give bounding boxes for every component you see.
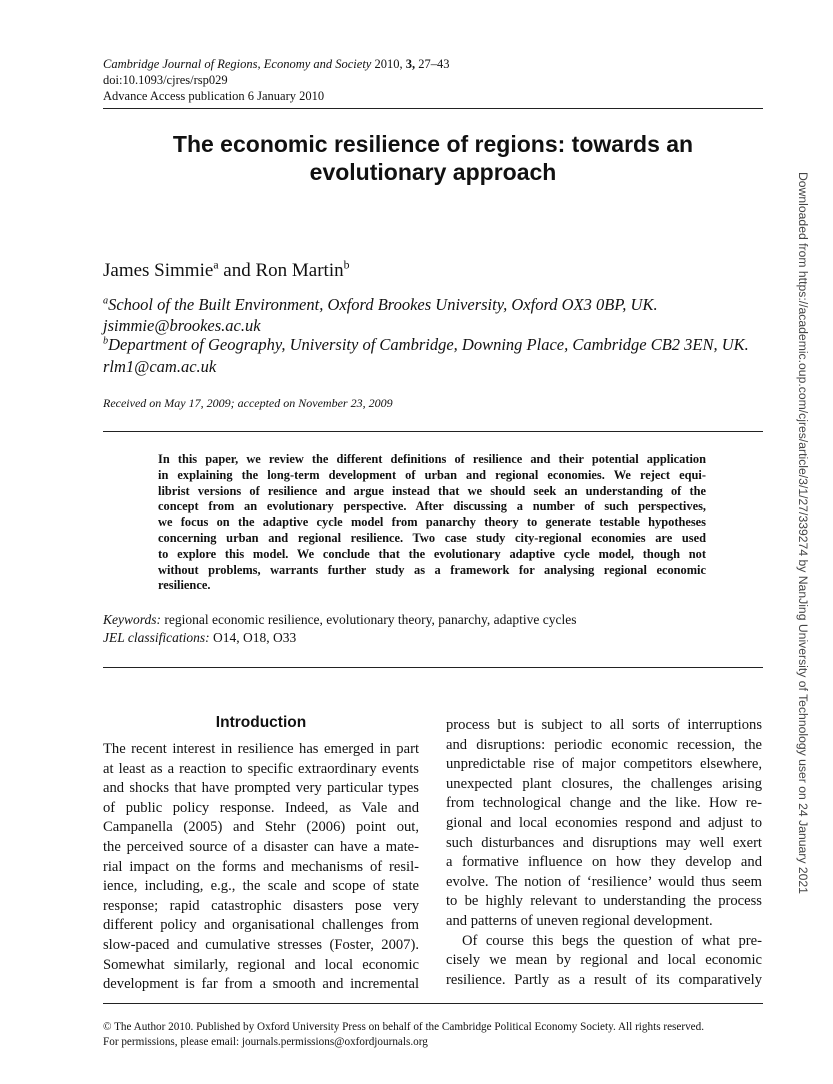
affiliation-a: [103, 294, 658, 316]
body-line: and patterns of uneven regional development.: [446, 912, 713, 929]
abstract-line: to explore this model. We conclude that the evolutionary adaptive cycle model, though not: [158, 546, 706, 561]
intro-heading: Introduction: [215, 714, 307, 731]
authors: [103, 259, 350, 283]
body-line: and shocks that have prompted very particular types: [103, 780, 419, 797]
advance-access: Advance Access publication 6 January 2010: [103, 89, 325, 103]
affiliation-a-sup: a: [103, 295, 109, 307]
affiliation-a-email: jsimmie@brookes.ac.uk: [103, 316, 261, 335]
body-line: gional and local economies respond and adjust to: [446, 814, 762, 831]
affiliation-a-text: School of the Built Environment, Oxford Brookes University, Oxford OX3 0BP, UK.: [108, 295, 658, 314]
keywords-label: Keywords:: [103, 612, 161, 627]
title-line-1: The economic resilience of regions: towards an: [172, 131, 694, 157]
affiliation-b-email: rlm1@cam.ac.uk: [103, 357, 217, 376]
received-date: Received on May 17, 2009; accepted on November 23, 2009: [103, 396, 393, 410]
body-line: development is far from a smooth and incremental: [103, 976, 419, 993]
abstract-line: concerning urban and regional resilience. Two case study city-regional economies are used: [158, 530, 706, 545]
body-line: process but is subject to all sorts of interruptions: [446, 717, 762, 733]
keywords-bottom-rule: [103, 667, 763, 668]
body-line: The recent interest in resilience has emerged in part: [103, 741, 419, 757]
body-line: unexpected plant closures, the challenges arising: [446, 775, 762, 792]
body-line: to be highly relevant to understanding the process: [446, 893, 762, 910]
affiliation-b: [103, 334, 749, 356]
jel-label: JEL classifications:: [103, 630, 210, 645]
abstract-line: we focus on the adaptive cycle model from panarchy theory to generate testable hypotheses: [158, 515, 706, 530]
abstract-line: without problems, warrants further study as a framework for analysing regional economic: [158, 562, 706, 577]
body-line: rial impact on the forms and mechanisms of resil-: [103, 858, 419, 875]
abstract-line: In this paper, we review the different definitions of resilience and their potential application: [158, 452, 706, 466]
author-1: James Simmie: [103, 260, 214, 281]
intro-right-column: [446, 716, 762, 990]
jel-value: O14, O18, O33: [213, 630, 297, 645]
download-notice: Downloaded from https://academic.oup.com/cjres/article/3/1/27/339274 by NanJing University of Technology user on 24 January 2021: [796, 172, 810, 894]
paper-title: [103, 130, 763, 186]
body-line: the perceived source of a disaster can have a mate-: [103, 838, 419, 855]
author-2: and Ron Martin: [223, 260, 344, 281]
keywords: [103, 611, 576, 629]
abstract-line: concept from an evolutionary perspective. After discussing a number of such perspectives,: [158, 499, 706, 514]
body-line: from technological change and the like. How re-: [446, 795, 762, 812]
journal-pages: 27–43: [418, 57, 450, 71]
keywords-value: regional economic resilience, evolutionary theory, panarchy, adaptive cycles: [164, 612, 577, 627]
affiliation-b-text: Department of Geography, University of Cambridge, Downing Place, Cambridge CB2 3EN, UK.: [108, 335, 749, 354]
doi: doi:10.1093/cjres/rsp029: [103, 73, 228, 87]
journal-name: Cambridge Journal of Regions, Economy and Society: [103, 57, 372, 71]
body-line: Campanella (2005) and Stehr (2006) point out,: [103, 819, 419, 836]
body-line: Of course this begs the question of what pre-: [462, 932, 762, 949]
affiliation-b-sup: b: [103, 335, 109, 347]
abstract-top-rule: [103, 431, 763, 432]
body-line: such disturbances and disruptions may well exert: [446, 834, 762, 851]
body-line: Somewhat similarly, regional and local economic: [103, 956, 419, 973]
journal-volume: 3,: [405, 57, 416, 71]
header-rule: [103, 108, 763, 109]
body-line: slow-paced and cumulative stresses (Foster, 2007).: [103, 936, 419, 953]
journal-year: 2010,: [374, 57, 403, 71]
author-1-sup: a: [213, 258, 219, 272]
body-line: different policy and organisational challenges from: [103, 917, 419, 934]
jel-classifications: [103, 629, 296, 647]
abstract: [158, 452, 706, 594]
title-line-2: evolutionary approach: [309, 159, 557, 185]
permissions-notice: For permissions, please email: journals.permissions@oxfordjournals.org: [103, 1036, 428, 1048]
abstract-line: librist versions of resilience and argue instead that we should seek an understanding of the: [158, 483, 706, 498]
abstract-line: in explaining the long-term development of urban and regional economies. We reject equi-: [158, 467, 706, 482]
abstract-line: resilience.: [158, 578, 211, 593]
body-line: cisely we mean by regional and local economic: [446, 952, 762, 969]
copyright-notice: © The Author 2010. Published by Oxford University Press on behalf of the Cambridge Political Economy Society. All rights reserved.: [103, 1021, 705, 1033]
body-line: of public policy response. Indeed, as Vale and: [103, 799, 419, 816]
body-line: ience, including, e.g., the scale and scope of state: [103, 878, 419, 895]
author-2-sup: b: [343, 258, 350, 272]
journal-citation: [103, 56, 449, 72]
body-line: a formative influence on how they develop and: [446, 854, 762, 871]
body-line: unpredictable rise of major competitors elsewhere,: [446, 756, 762, 773]
body-line: response; rapid catastrophic disasters pose very: [103, 897, 419, 914]
body-line: at least as a reaction to specific extraordinary events: [103, 760, 419, 777]
footer-rule: [103, 1003, 763, 1004]
body-line: evolve. The notion of ‘resilience’ would thus seem: [446, 873, 762, 890]
body-line: resilience. Partly as a result of its comparatively: [446, 971, 762, 988]
intro-left-column: [103, 740, 419, 995]
body-line: and disruptions: periodic economic recession, the: [446, 736, 762, 753]
